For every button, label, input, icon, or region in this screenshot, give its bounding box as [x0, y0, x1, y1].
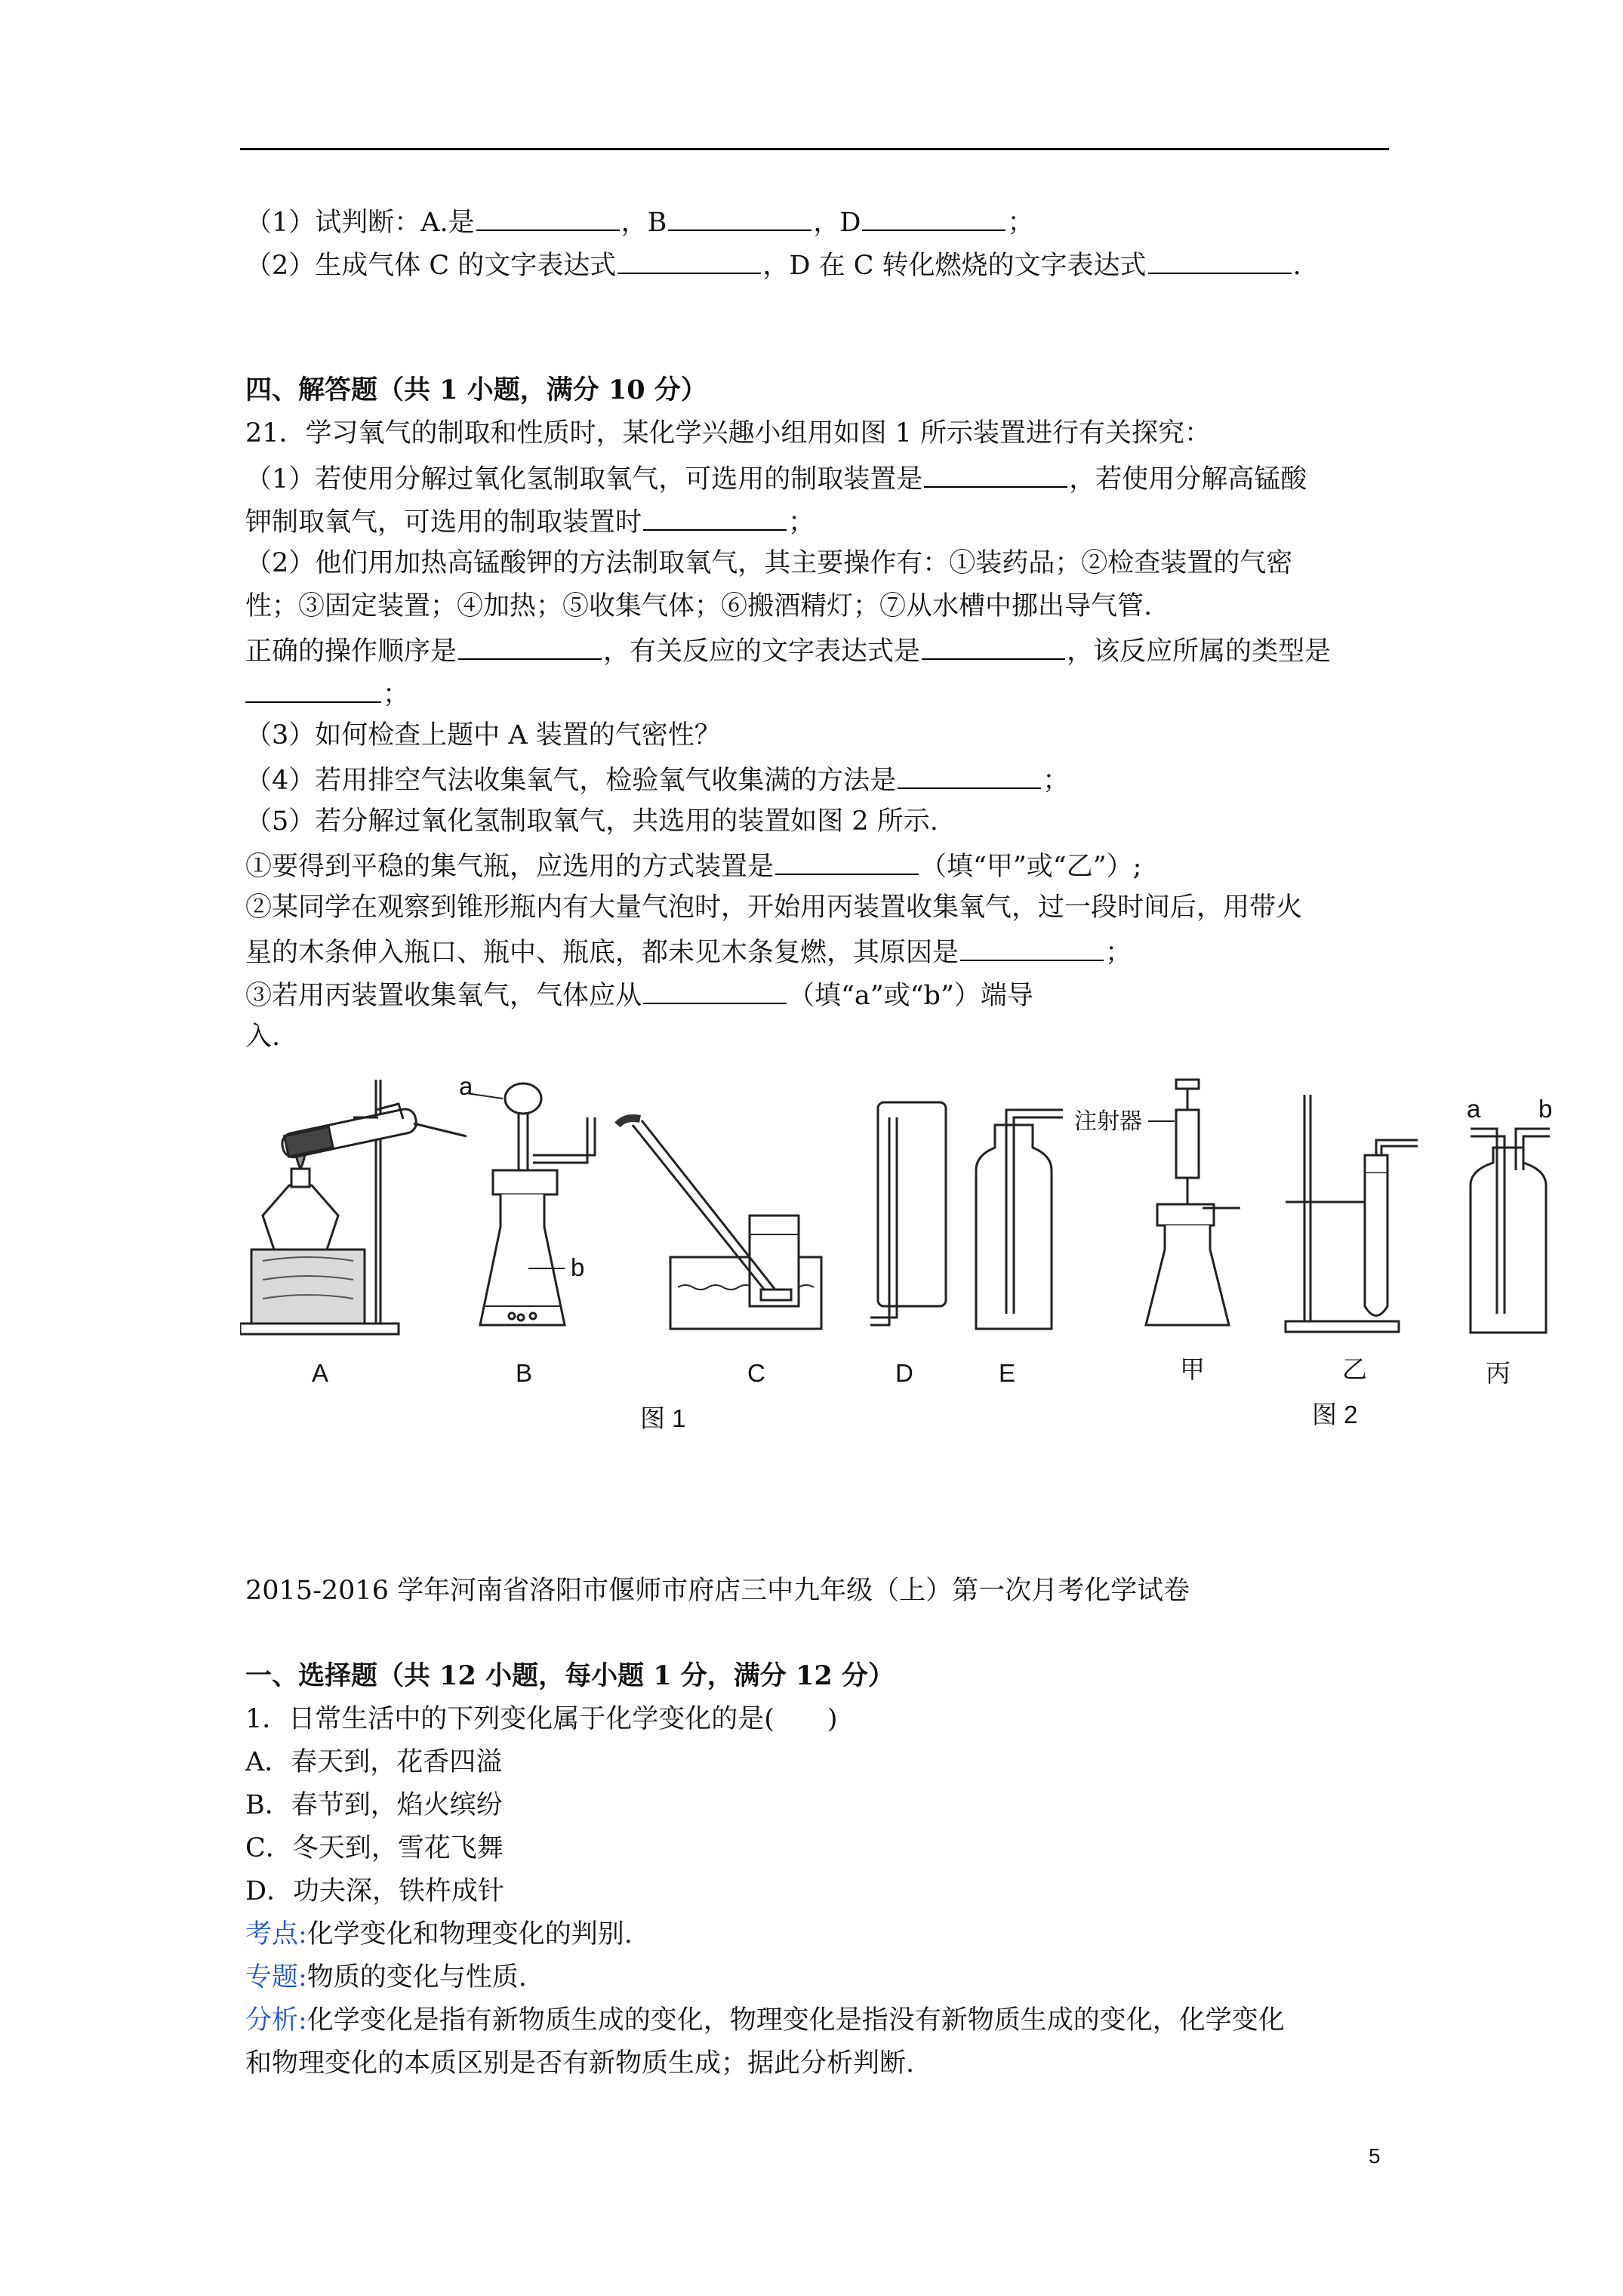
- answer-blank-b[interactable]: [668, 204, 812, 231]
- exam-title: 2015-2016 学年河南省洛阳市偃师市府店三中九年级（上）第一次月考化学试卷: [245, 1576, 1190, 1606]
- apparatus-e: [976, 1110, 1063, 1329]
- apparatus-bing: [1467, 1095, 1552, 1333]
- answer-blank-s2[interactable]: [960, 934, 1104, 961]
- q21-s2-line1: ②某同学在观察到锥形瓶内有大量气泡时，开始用丙装置收集氧气，过一段时间后，用带火: [245, 892, 1303, 923]
- section1-heading: 一、选择题（共 12 小题，每小题 1 分，满分 12 分）: [245, 1660, 895, 1691]
- answer-blank-c-expr[interactable]: [617, 247, 761, 274]
- page-number: 5: [1369, 2144, 1381, 2168]
- q21-s2-line2: 星的木条伸入瓶口、瓶中、瓶底，都未见木条复燃，其原因是 ；: [245, 934, 1132, 969]
- apparatus-yi: [1286, 1095, 1418, 1332]
- label-syringe: 注射器: [1074, 1109, 1142, 1134]
- zhuanti-label: 专题:: [245, 1962, 307, 1992]
- fig1-caption: 图 1: [640, 1404, 686, 1432]
- answer-blank-p2-type[interactable]: [245, 676, 381, 703]
- answer-blank-a[interactable]: [476, 204, 620, 231]
- answer-blank-p1-b[interactable]: [643, 504, 787, 531]
- q21-p2-line3: 正确的操作顺序是 ，有关反应的文字表达式是 ，该反应所属的类型是: [245, 633, 1331, 668]
- apparatus-figure: [240, 1065, 1569, 1442]
- fig2-caption: 图 2: [1312, 1401, 1358, 1428]
- label-jia: 甲: [1180, 1355, 1205, 1383]
- q21-p5: （5）若分解过氧化氢制取氧气，共选用的装置如图 2 所示.: [245, 806, 938, 837]
- q-judge-line: （1）试判断：A.是 ，B ，D ；: [245, 204, 1033, 239]
- q21-p2-line2: 性；③固定装置；④加热；⑤收集气体；⑥搬酒精灯；⑦从水槽中挪出导气管.: [245, 591, 1153, 621]
- zhuanti-line: 专题:物质的变化与性质.: [245, 1962, 527, 1992]
- option-d: D．功夫深，铁杵成针: [245, 1876, 505, 1906]
- q21-intro: 21．学习氧气的制取和性质时，某化学兴趣小组用如图 1 所示装置进行有关探究：: [245, 418, 1212, 448]
- answer-blank-d[interactable]: [862, 204, 1006, 231]
- label-b-bing: b: [1538, 1095, 1553, 1123]
- apparatus-c: [617, 1118, 821, 1329]
- q21-p4: （4）若用排空气法收集氧气，检验氧气收集满的方法是 ；: [245, 762, 1069, 797]
- kaodian-label: 考点:: [245, 1919, 307, 1949]
- apparatus-jia: [1074, 1080, 1240, 1325]
- label-a: A: [312, 1359, 329, 1387]
- apparatus-a: [240, 1080, 467, 1334]
- option-c: C．冬天到，雪花飞舞: [245, 1833, 504, 1863]
- answer-blank-s1[interactable]: [775, 848, 919, 875]
- fenxi-line2: 和物理变化的本质区别是否有新物质生成；据此分析判断.: [245, 2048, 915, 2079]
- option-a: A．春天到，花香四溢: [245, 1747, 503, 1777]
- label-yi: 乙: [1342, 1355, 1367, 1383]
- q21-p1-line1: （1）若使用分解过氧化氢制取氧气，可选用的制取装置是 ，若使用分解高锰酸: [245, 461, 1307, 496]
- label-c: C: [747, 1359, 765, 1387]
- label-b: B: [516, 1359, 533, 1387]
- answer-blank-d-expr[interactable]: [1148, 247, 1292, 274]
- answer-blank-s3[interactable]: [643, 977, 787, 1004]
- q21-p2-line1: （2）他们用加热高锰酸钾的方法制取氧气，其主要操作有：①装药品；②检查装置的气密: [245, 548, 1293, 578]
- q1-stem: 1．日常生活中的下列变化属于化学变化的是( ): [245, 1704, 838, 1734]
- apparatus-b: [459, 1072, 595, 1325]
- q21-p3: （3）如何检查上题中 A 装置的气密性？: [245, 720, 721, 750]
- answer-blank-p2-order[interactable]: [458, 633, 602, 660]
- q21-p1-line2: 钾制取氧气，可选用的制取装置时 ；: [245, 504, 815, 539]
- answer-blank-p1-a[interactable]: [924, 461, 1067, 488]
- fenxi-label: 分析:: [245, 2005, 307, 2036]
- answer-blank-p4[interactable]: [898, 762, 1041, 789]
- label-b-tube: b: [571, 1253, 585, 1281]
- label-d: D: [895, 1359, 913, 1387]
- label-a-bing: a: [1467, 1095, 1481, 1123]
- label-a-funnel: a: [459, 1072, 473, 1100]
- label-bing: 丙: [1486, 1359, 1511, 1387]
- q21-s3-line2: 入.: [245, 1022, 281, 1052]
- q21-s3-line1: ③若用丙装置收集氧气，气体应从 （填“a”或“b”）端导: [245, 977, 1033, 1012]
- fenxi-line1: 分析:化学变化是指有新物质生成的变化，物理变化是指没有新物质生成的变化，化学变化: [245, 2005, 1285, 2036]
- option-b: B．春节到，焰火缤纷: [245, 1790, 503, 1820]
- header-rule: [240, 148, 1389, 150]
- apparatus-d: [870, 1102, 946, 1325]
- q-expression-line: （2）生成气体 C 的文字表达式 ，D 在 C 转化燃烧的文字表达式 .: [245, 247, 1301, 282]
- label-e: E: [999, 1359, 1016, 1387]
- section4-heading: 四、解答题（共 1 小题，满分 10 分）: [245, 374, 707, 405]
- kaodian-line: 考点:化学变化和物理变化的判别.: [245, 1919, 633, 1949]
- q21-s1: ①要得到平稳的集气瓶，应选用的方式装置是 （填“甲”或“乙”）;: [245, 848, 1141, 883]
- answer-blank-p2-expr[interactable]: [922, 633, 1065, 660]
- q21-p2-line4: ；: [245, 676, 409, 711]
